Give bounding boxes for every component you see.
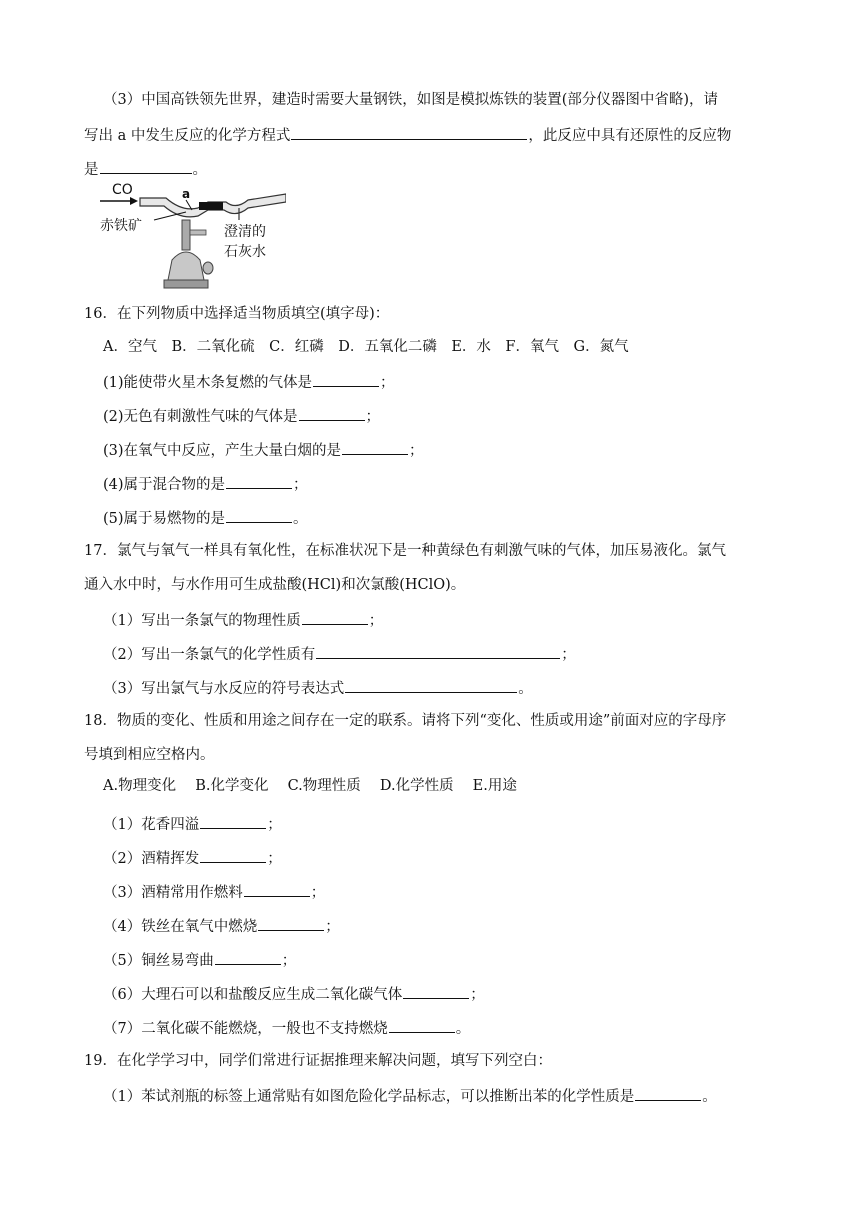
q16-item-2-end: ；	[365, 409, 381, 425]
q17-item-3-end: 。	[518, 681, 533, 697]
burner-knob	[203, 262, 213, 274]
answer-blank[interactable]	[345, 677, 517, 693]
q18-item-7-end: 。	[455, 1021, 471, 1037]
q15-part3-line2	[84, 124, 731, 146]
q17-item-2-text: （2）写出一条氯气的化学性质有	[103, 647, 316, 663]
q18-item-7	[103, 1017, 470, 1039]
q15-part3-line1: （3）中国高铁领先世界，建造时需要大量钢铁，如图是模拟炼铁的装置(部分仪器图中省略)，请	[103, 92, 719, 108]
q18-item-6	[103, 983, 485, 1005]
q15-part3-line3-text: 是	[84, 162, 99, 178]
q18-item-6-end: ；	[470, 987, 485, 1003]
q16-item-3-text: (3)在氧气中反应，产生大量白烟的是	[103, 443, 342, 459]
answer-blank[interactable]	[342, 439, 408, 455]
answer-blank[interactable]	[316, 643, 560, 659]
answer-blank[interactable]	[403, 983, 469, 999]
q18-item-2-end: ；	[267, 851, 282, 867]
q15-part3-line2-text-end: ，此反应中具有还原性的反应物	[528, 128, 732, 144]
q16-item-2	[103, 405, 380, 427]
burner-body	[168, 252, 204, 280]
ore-in-tube	[199, 202, 223, 210]
q16-options: A．空气 B．二氧化硫 C．红磷 D．五氧化二磷 E．水 F．氧气 G．氮气	[103, 339, 629, 355]
q18-item-6-text: （6）大理石可以和盐酸反应生成二氧化碳气体	[103, 987, 403, 1003]
ore-label: 赤铁矿	[100, 218, 142, 234]
q16-item-5-text: (5)属于易燃物的是	[103, 511, 226, 527]
answer-blank[interactable]	[389, 1017, 455, 1033]
answer-blank[interactable]	[200, 813, 266, 829]
q18-item-3	[103, 881, 325, 903]
answer-blank[interactable]	[215, 949, 281, 965]
q18-item-4-end: ；	[325, 919, 340, 935]
q16-item-3-end: ；	[409, 443, 424, 459]
q16-item-3	[103, 439, 424, 461]
answer-blank[interactable]	[258, 915, 324, 931]
q18-item-1-end: ；	[267, 817, 282, 833]
q15-part3-line3	[84, 158, 207, 180]
answer-blank[interactable]	[100, 158, 192, 174]
iron-smelting-apparatus-figure	[96, 180, 286, 294]
burner-connector	[190, 230, 206, 235]
q18-item-4	[103, 915, 340, 937]
q17-item-3-text: （3）写出氯气与水反应的符号表达式	[103, 681, 345, 697]
answer-blank[interactable]	[302, 609, 368, 625]
q18-item-2-text: （2）酒精挥发	[103, 851, 200, 867]
limewater-label-line2: 石灰水	[224, 244, 266, 260]
q18-item-1-text: （1）花香四溢	[103, 817, 200, 833]
answer-blank[interactable]	[244, 881, 310, 897]
q19-item-1	[103, 1085, 717, 1107]
answer-blank[interactable]	[313, 371, 379, 387]
answer-blank[interactable]	[635, 1085, 701, 1101]
q18-item-5-end: ；	[281, 953, 297, 969]
q18-item-4-text: （4）铁丝在氧气中燃烧	[103, 919, 258, 935]
q16-item-4-text: (4)属于混合物的是	[103, 477, 226, 493]
q16-item-2-text: (2)无色有刺激性气味的气体是	[103, 409, 298, 425]
q17-item-2-end: ；	[561, 647, 576, 663]
q16-item-1-end: ；	[380, 375, 395, 391]
q16-stem: 16．在下列物质中选择适当物质填空(填字母)：	[84, 306, 390, 322]
co-label: CO	[112, 182, 133, 198]
a-label: a	[182, 187, 191, 201]
q17-item-1-end: ；	[368, 613, 384, 629]
burner-base	[164, 280, 208, 288]
answer-blank[interactable]	[226, 473, 292, 489]
q17-item-2	[103, 643, 576, 665]
q16-item-5	[103, 507, 308, 529]
q18-item-2	[103, 847, 282, 869]
limewater-label-line1: 澄清的	[224, 224, 266, 240]
q19-item-1-text: （1）苯试剂瓶的标签上通常贴有如图危险化学品标志，可以推断出苯的化学性质是	[103, 1089, 635, 1105]
answer-blank[interactable]	[226, 507, 292, 523]
co-arrow-head	[130, 197, 138, 205]
q19-item-1-end: 。	[702, 1089, 717, 1105]
q16-item-5-end: 。	[293, 511, 308, 527]
q18-item-5	[103, 949, 296, 971]
q16-item-4	[103, 473, 308, 495]
q16-item-1	[103, 371, 395, 393]
q19-stem: 19．在化学学习中，同学们常进行证据推理来解决问题，填写下列空白：	[84, 1053, 552, 1069]
q15-part3-line2-text: 写出 a 中发生反应的化学方程式	[84, 128, 291, 144]
q18-stem-line1: 18．物质的变化、性质和用途之间存在一定的联系。请将下列“变化、性质或用途”前面对应的字母序	[84, 713, 727, 729]
q18-options: A.物理变化 B.化学变化 C.物理性质 D.化学性质 E.用途	[103, 778, 517, 794]
burner-stem	[182, 220, 190, 250]
q18-item-1	[103, 813, 282, 835]
q17-item-3	[103, 677, 533, 699]
q16-item-1-text: (1)能使带火星木条复燃的气体是	[103, 375, 313, 391]
q16-item-4-end: ；	[293, 477, 308, 493]
answer-blank[interactable]	[299, 405, 365, 421]
q17-item-1-text: （1）写出一条氯气的物理性质	[103, 613, 301, 629]
q18-item-3-end: ；	[310, 885, 326, 901]
q15-part3-line3-end: 。	[192, 162, 207, 178]
answer-blank[interactable]	[291, 124, 527, 140]
q17-stem-line2: 通入水中时，与水作用可生成盐酸(HCl)和次氯酸(HClO)。	[84, 577, 466, 593]
q18-stem-line2: 号填到相应空格内。	[84, 747, 215, 763]
q18-item-7-text: （7）二氧化碳不能燃烧，一般也不支持燃烧	[103, 1021, 388, 1037]
answer-blank[interactable]	[200, 847, 266, 863]
q17-item-1	[103, 609, 383, 631]
q17-stem-line1: 17．氯气与氧气一样具有氧化性，在标准状况下是一种黄绿色有刺激气味的气体，加压易液化。氯气	[84, 543, 726, 559]
q18-item-5-text: （5）铜丝易弯曲	[103, 953, 214, 969]
q18-item-3-text: （3）酒精常用作燃料	[103, 885, 243, 901]
